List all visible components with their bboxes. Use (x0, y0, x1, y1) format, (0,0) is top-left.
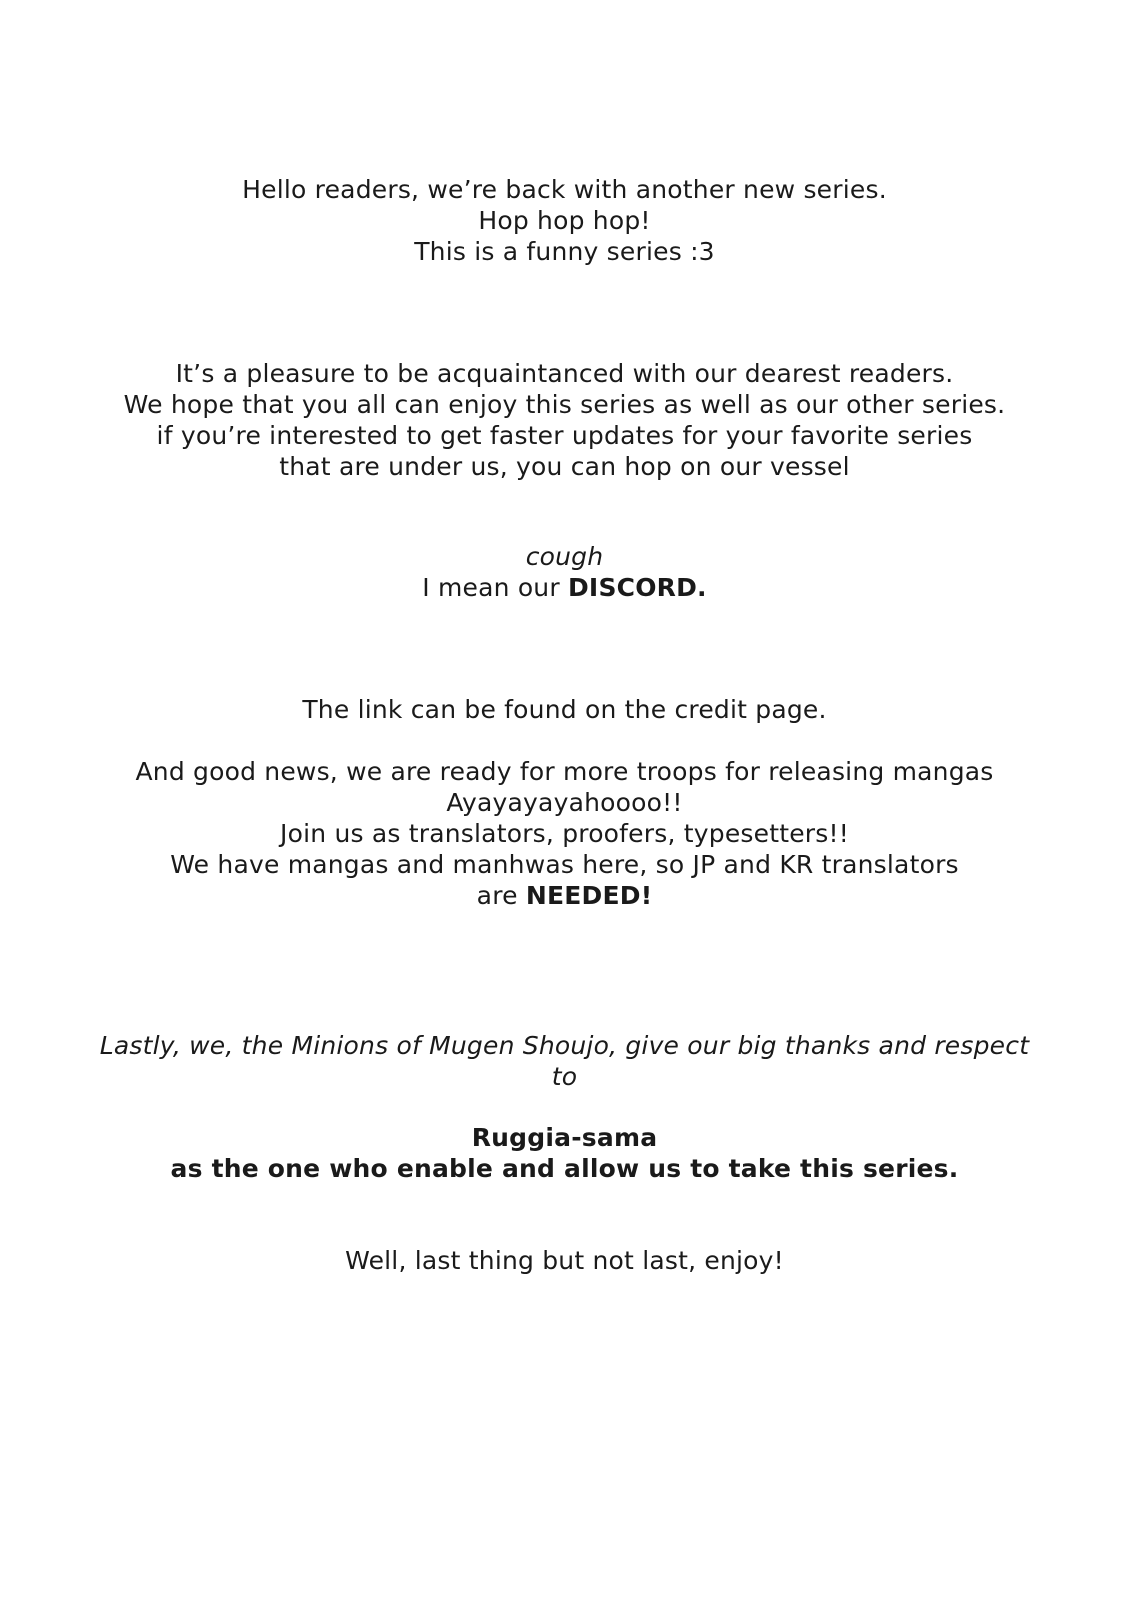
recruit-last-prefix: are (476, 881, 526, 910)
pleasure-block (0, 358, 1129, 482)
link-block (0, 694, 1129, 725)
intro-block (0, 174, 1129, 267)
link-text: The link can be found on the credit page. (302, 695, 827, 724)
recruit-last-line (0, 880, 1129, 911)
discord-prefix: I mean our (422, 573, 568, 602)
pleasure-line: if you’re interested to get faster updates for your favorite series (156, 421, 973, 450)
thanks-line: Lastly, we, the Minions of Mugen Shoujo, give our big thanks and respect (99, 1031, 1030, 1060)
recruit-line: And good news, we are ready for more troops for releasing mangas (135, 757, 994, 786)
discord-line (0, 572, 1129, 603)
closing-block (0, 1245, 1129, 1276)
thanks-line: to (551, 1062, 578, 1091)
pleasure-line: It’s a pleasure to be acquaintanced with our dearest readers. (175, 359, 954, 388)
discord-name: DISCORD. (567, 573, 707, 602)
credit-role: as the one who enable and allow us to take this series. (170, 1154, 959, 1183)
cough-text: cough (525, 542, 604, 571)
credit-block (0, 1122, 1129, 1184)
intro-line: Hop hop hop! (478, 206, 651, 235)
intro-line: Hello readers, we’re back with another new series. (242, 175, 887, 204)
credit-name: Ruggia-sama (471, 1123, 658, 1152)
thanks-block (0, 1030, 1129, 1092)
intro-line: This is a funny series :3 (414, 237, 715, 266)
closing-text: Well, last thing but not last, enjoy! (345, 1246, 784, 1275)
pleasure-line: that are under us, you can hop on our vessel (279, 452, 850, 481)
recruit-needed: NEEDED! (525, 881, 653, 910)
recruit-line: We have mangas and manhwas here, so JP and KR translators (170, 850, 959, 879)
recruit-line: Join us as translators, proofers, typesetters!! (280, 819, 849, 848)
discord-block (0, 541, 1129, 603)
recruit-line: Ayayayayahoooo!! (446, 788, 683, 817)
pleasure-line: We hope that you all can enjoy this series as well as our other series. (123, 390, 1006, 419)
recruit-block (0, 756, 1129, 911)
